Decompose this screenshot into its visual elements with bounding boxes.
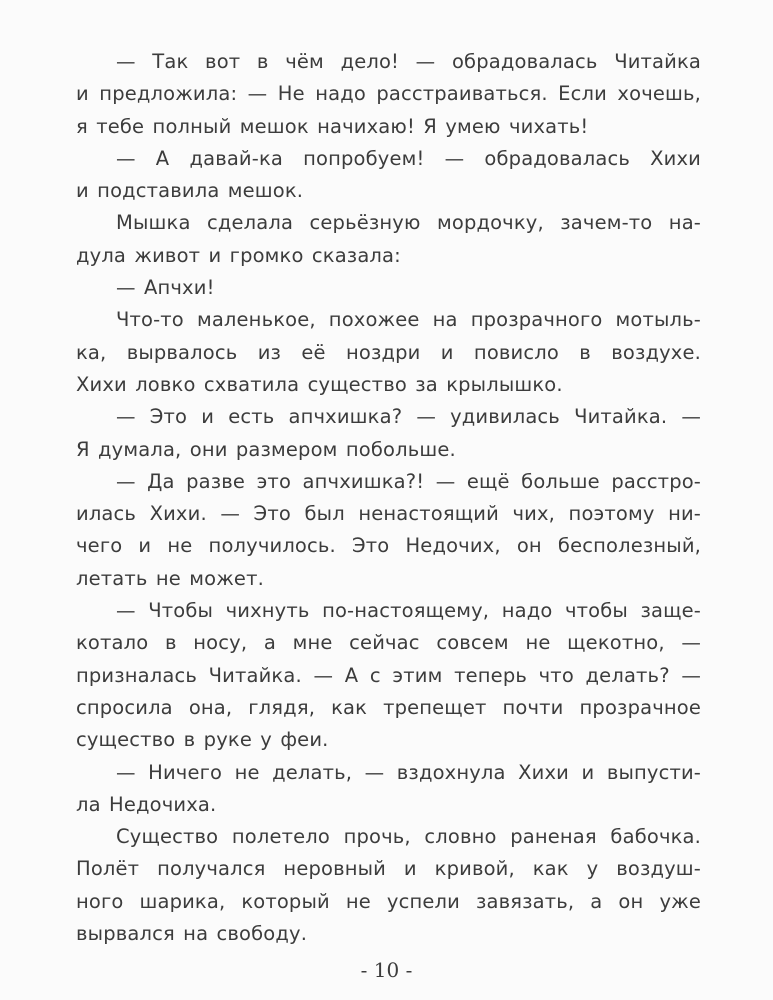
text-line: и подставила мешок. (76, 179, 304, 203)
text-line: Полёт получался неровный и кривой, как у воздуш- (76, 857, 701, 881)
text-line: — А давай-ка попробуем! — обрадовалась Хихи (116, 146, 701, 170)
text-line: Хихи ловко схватила существо за крылышко. (76, 372, 563, 396)
text-line: Что-то маленькое, похожее на прозрачного мотыль- (116, 308, 701, 332)
text-line: — Да разве это апчхишка?! — ещё больше расстро- (116, 469, 701, 493)
page-number: - 10 - (360, 958, 413, 982)
text-line: котало в носу, а мне сейчас совсем не щекотно, — (76, 631, 701, 655)
story-text (76, 46, 701, 950)
text-line: ного шарика, который не успели завязать, а он уже (76, 889, 701, 913)
text-line: — Ничего не делать, — вздохнула Хихи и выпусти- (116, 760, 701, 784)
text-line: летать не может. (76, 566, 264, 590)
text-line: — Апчхи! (116, 276, 215, 300)
text-line: Я думала, они размером побольше. (76, 437, 456, 461)
text-line: — Так вот в чём дело! — обрадовалась Читайка (116, 50, 701, 73)
text-line: спросила она, глядя, как трепещет почти прозрачное (76, 695, 701, 719)
text-line: вырвался на свободу. (76, 922, 308, 946)
text-line: — Это и есть апчхишка? — удивилась Читайка. — (116, 405, 701, 429)
text-line: я тебе полный мешок начихаю! Я умею чихать! (76, 114, 589, 138)
text-line: чего и не получилось. Это Недочих, он бесполезный, (76, 534, 701, 558)
text-line: ка, вырвалось из её ноздри и повисло в воздухе. (76, 340, 701, 364)
text-line: — Чтобы чихнуть по-настоящему, надо чтобы заще- (116, 599, 701, 623)
text-line: Существо полетело прочь, словно раненая бабочка. (116, 825, 701, 849)
text-line: дула живот и громко сказала: (76, 243, 401, 267)
text-line: и предложила: — Не надо расстраиваться. Если хочешь, (76, 82, 701, 106)
text-line: илась Хихи. — Это был ненастоящий чих, поэтому ни- (76, 502, 701, 526)
text-line: существо в руке у феи. (76, 728, 329, 752)
text-line: призналась Читайка. — А с этим теперь что делать? — (76, 663, 701, 687)
text-line: Мышка сделала серьёзную мордочку, зачем-то на- (116, 211, 701, 235)
text-line: ла Недочиха. (76, 792, 217, 816)
